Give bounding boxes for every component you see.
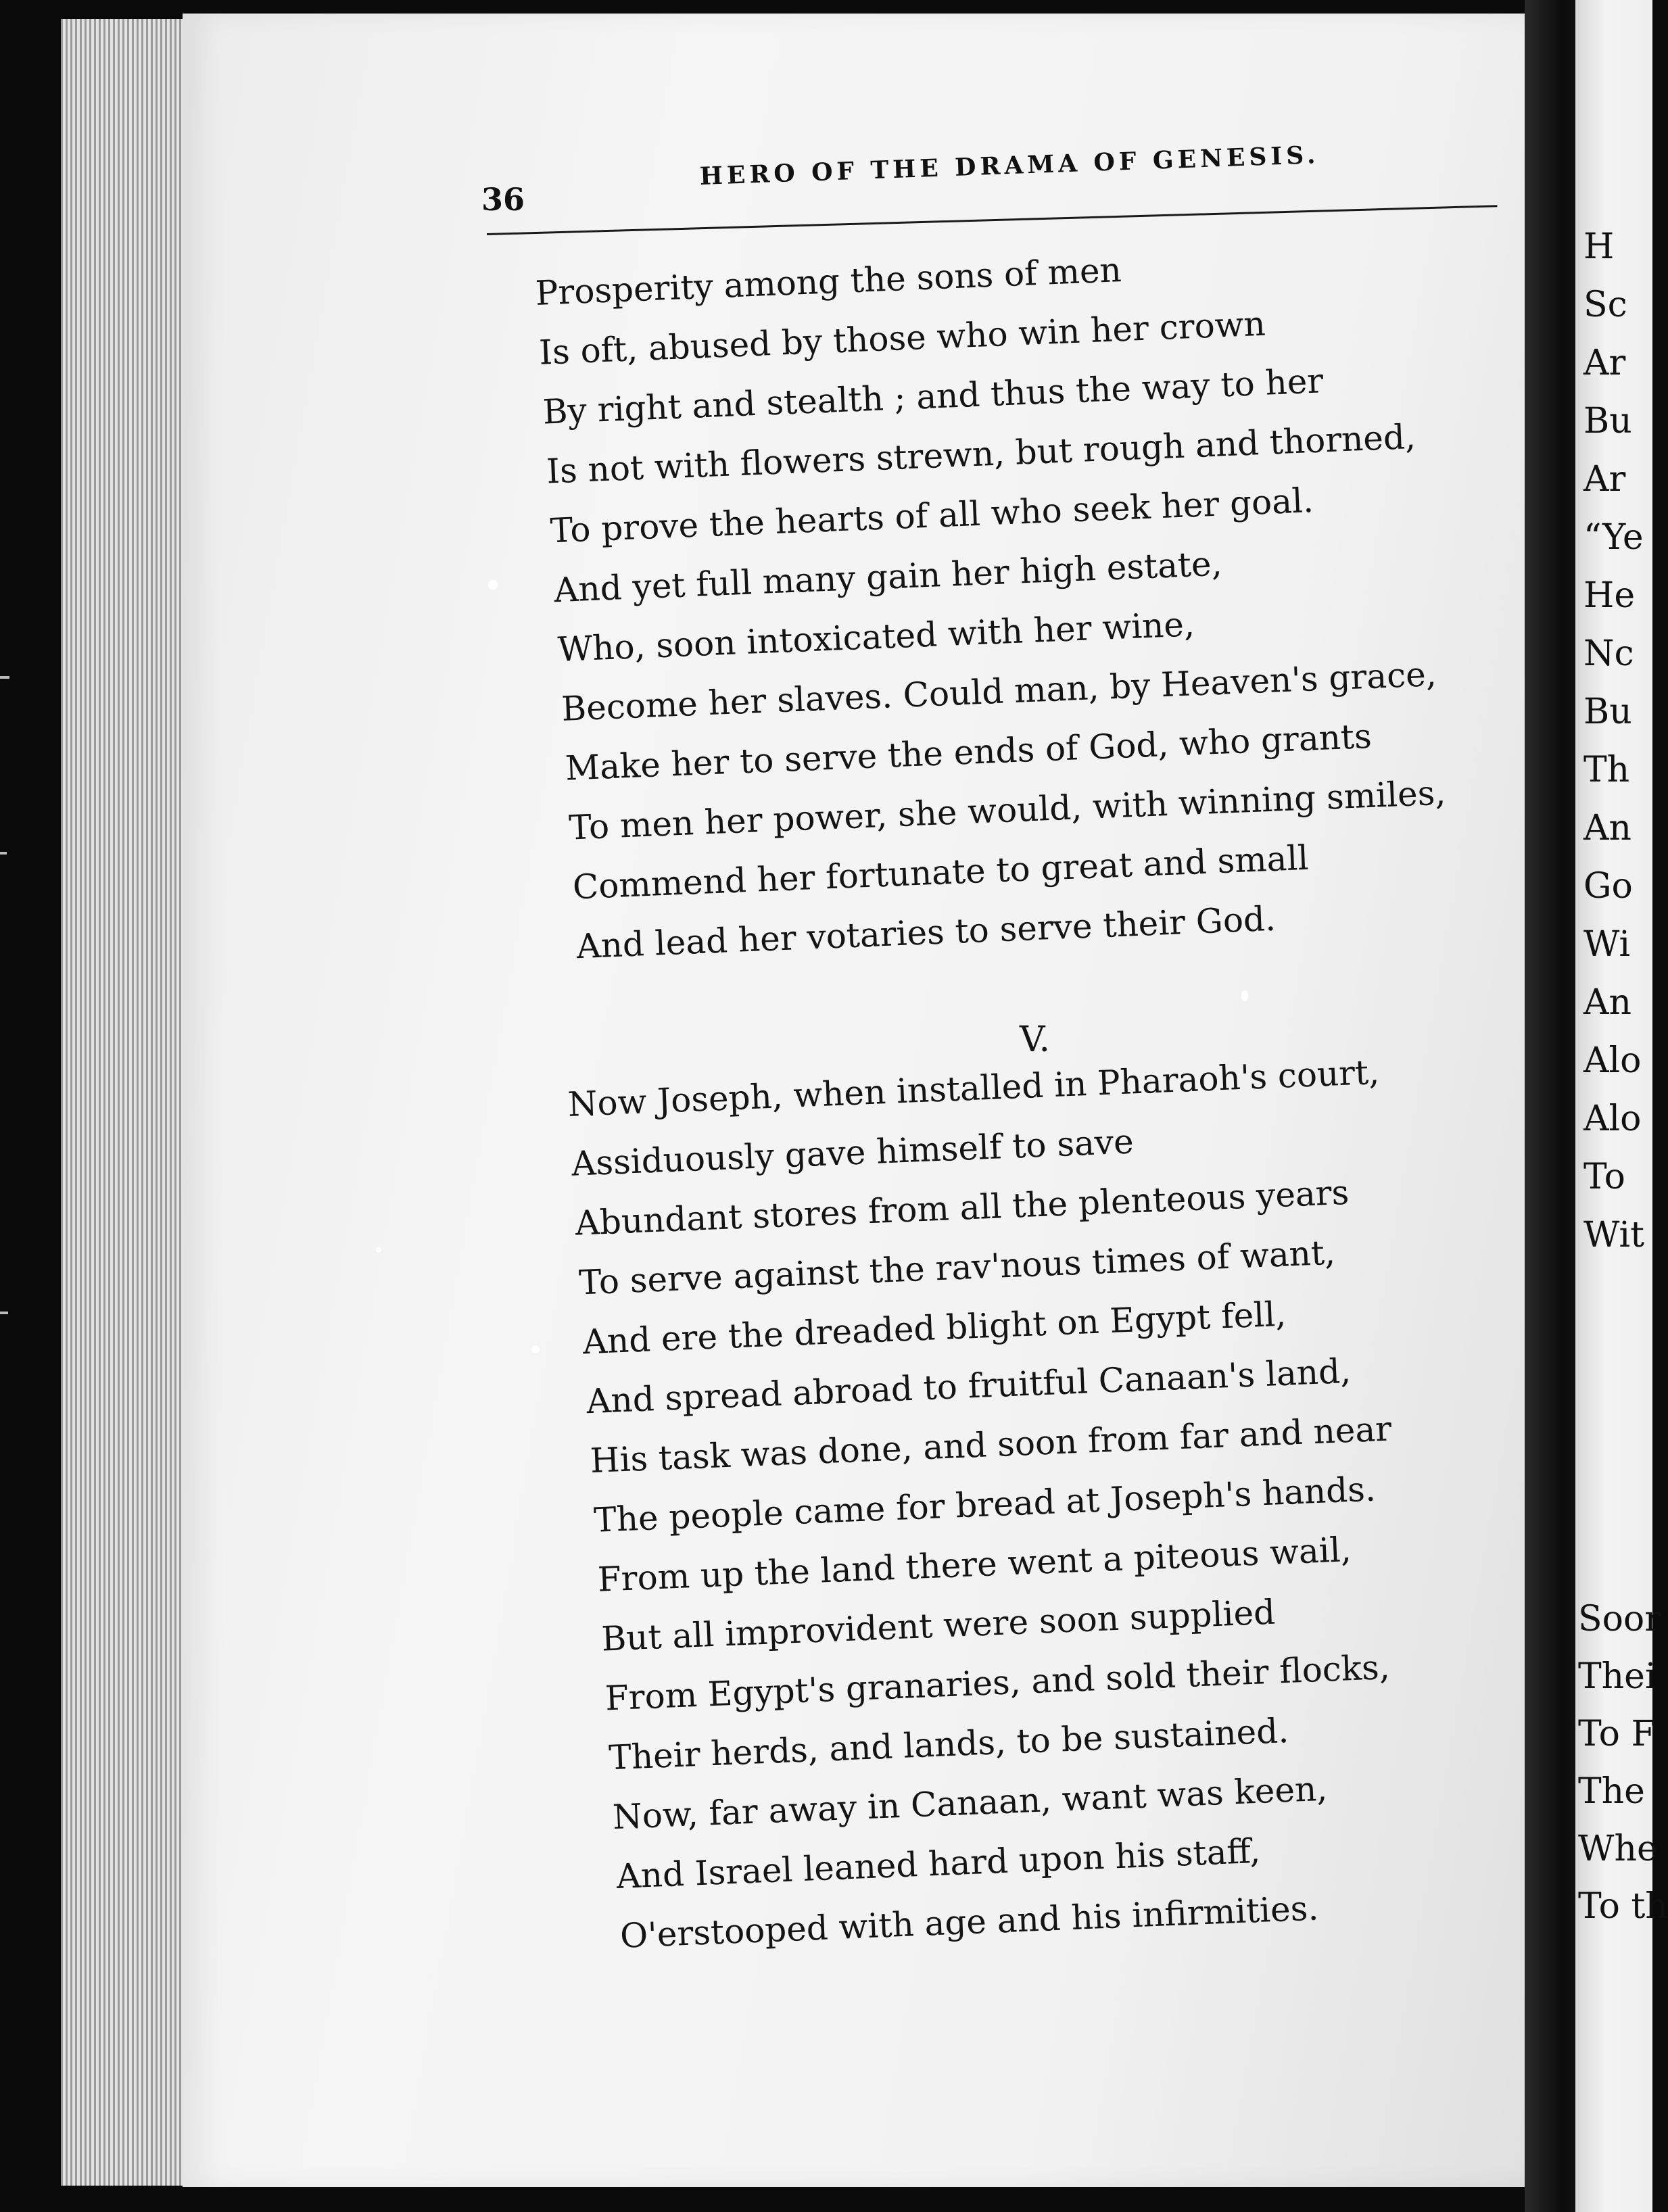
verse-line: Make her to serve the ends of God, who grants (564, 716, 1373, 788)
scan-mark (0, 852, 7, 855)
paper-speck (488, 580, 498, 590)
facing-page-fragment: An (1583, 982, 1632, 1023)
verse-line: From Egypt's granaries, and sold their flocks, (604, 1647, 1391, 1718)
paper-speck (1241, 990, 1248, 1001)
verse-line: Commend her fortunate to great and small (571, 838, 1310, 907)
verse-line: By right and stealth ; and thus the way to her (542, 361, 1325, 432)
stanza-1 (534, 228, 1452, 977)
stanza-2 (567, 1042, 1414, 1967)
facing-page-fragment: Th (1583, 750, 1630, 790)
facing-page-fragment: Alo (1583, 1040, 1642, 1081)
verse-line: Their herds, and lands, to be sustained. (608, 1710, 1290, 1778)
verse-line: And ere the dreaded blight on Egypt fell, (581, 1294, 1287, 1362)
facing-page-fragment: To (1583, 1157, 1625, 1197)
verse-line: And lead her votaries to serve their God. (575, 898, 1277, 967)
verse-line: And Israel leaned hard upon his staff, (615, 1831, 1262, 1896)
scan-mark (0, 1312, 8, 1314)
verse-line: Is not with flowers strewn, but rough and thorned, (546, 416, 1416, 491)
facing-page-fragment: The (1578, 1771, 1645, 1812)
facing-page-fragment: Nc (1583, 633, 1634, 674)
facing-page-fragment: Sc (1583, 285, 1627, 325)
verse-line: To serve against the rav'nous times of want, (578, 1232, 1336, 1303)
facing-page-fragment: Ar (1583, 459, 1626, 500)
verse-line: But all improvident were soon supplied (600, 1592, 1277, 1659)
facing-page-fragment: Whe (1578, 1829, 1658, 1869)
verse-line: Abundant stores from all the plenteous years (574, 1172, 1350, 1243)
verse-line: Assiduously gave himself to save (571, 1122, 1135, 1184)
verse-line: And yet full many gain her high estate, (553, 544, 1223, 610)
verse-line: Prosperity among the sons of men (534, 250, 1122, 313)
facing-page-fragment: Alo (1583, 1099, 1642, 1139)
verse-line: To prove the hearts of all who seek her goal. (549, 481, 1314, 551)
facing-page-fragment: Wit (1583, 1215, 1645, 1255)
verse-line: His task was done, and soon from far and near (589, 1409, 1393, 1481)
facing-page-fragment: Ar (1583, 343, 1626, 383)
verse-line: Become her slaves. Could man, by Heaven's grace, (561, 654, 1437, 729)
verse-line: Is oft, abused by those who win her crown (538, 304, 1266, 372)
facing-page-fragment: To th (1578, 1886, 1668, 1927)
paper-speck (376, 1247, 381, 1253)
verse-line: And spread abroad to fruitful Canaan's land, (586, 1351, 1352, 1422)
facing-page-fragment: Wi (1583, 924, 1631, 965)
facing-page-fragment: To F (1578, 1714, 1656, 1754)
facing-page-fragment: Bu (1583, 401, 1632, 441)
verse-line: From up the land there went a piteous wail, (596, 1530, 1352, 1600)
facing-page-fragment: Bu (1583, 692, 1632, 732)
facing-page (1575, 0, 1668, 2212)
facing-page-fragment: He (1583, 575, 1636, 616)
verse-line: Now, far away in Canaan, want was keen, (611, 1769, 1329, 1837)
verse-line: Now Joseph, when installed in Pharaoh's court, (567, 1052, 1381, 1124)
facing-page-fragment: “Ye (1583, 517, 1644, 558)
facing-page-fragment: An (1583, 808, 1632, 848)
facing-page-fragment: H (1583, 226, 1615, 267)
facing-page-fragment: Thei (1578, 1656, 1657, 1697)
facing-page-fragment: Go (1583, 866, 1633, 907)
running-head: HERO OF THE DRAMA OF GENESIS. (699, 141, 1320, 191)
verse-line: The people came for bread at Joseph's hands. (593, 1469, 1377, 1540)
facing-page-fragment: Soor (1578, 1599, 1662, 1639)
section-numeral: V. (1020, 1019, 1050, 1060)
scan-mark (0, 676, 9, 679)
verse-line: O'erstooped with age and his infirmities. (619, 1888, 1320, 1956)
paper-speck (531, 1345, 540, 1353)
page-number: 36 (481, 181, 525, 218)
verse-line: Who, soon intoxicated with her wine, (556, 604, 1195, 670)
verse-line: To men her power, she would, with winning smiles, (568, 773, 1447, 848)
